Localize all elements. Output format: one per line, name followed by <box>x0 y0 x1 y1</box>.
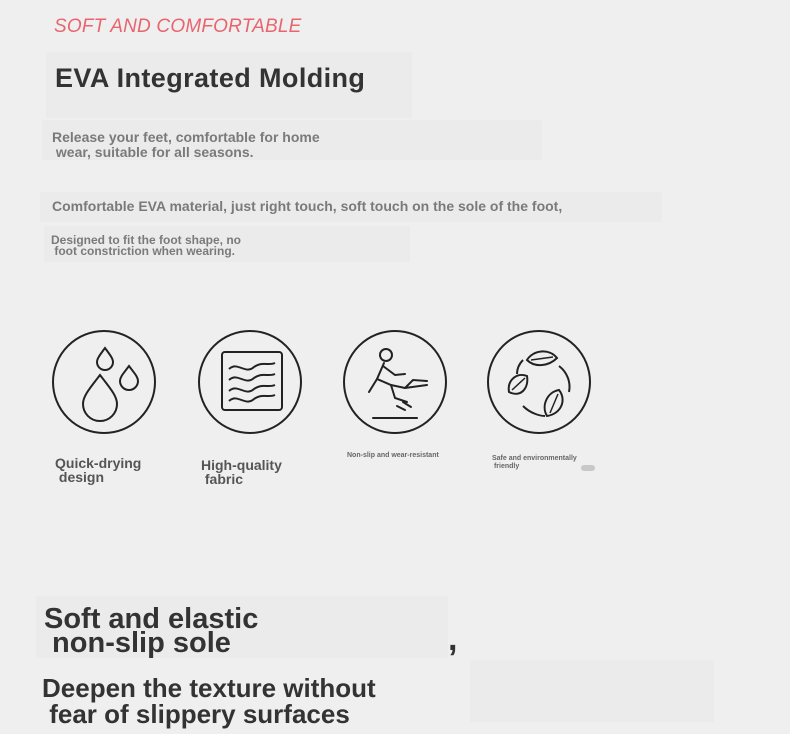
recycle-leaves-icon <box>487 330 591 434</box>
headline-comma: , <box>448 620 458 658</box>
page-title: EVA Integrated Molding <box>55 63 366 93</box>
feature-label-high-quality-fabric: High-quality fabric <box>201 457 282 487</box>
description-paragraph: Designed to fit the foot shape, no foot constriction when wearing. <box>51 233 241 258</box>
fabric-waves-icon <box>198 330 302 434</box>
smudge-mark <box>581 465 595 471</box>
headline-soft-elastic: Soft and elastic non-slip sole <box>44 603 259 659</box>
feature-label-eco-friendly: Safe and environmentally friendly <box>492 455 577 470</box>
background-patch <box>470 660 714 722</box>
description-paragraph: Release your feet, comfortable for home wear, suitable for all seasons. <box>52 129 320 160</box>
description-paragraph: Comfortable EVA material, just right touch, soft touch on the sole of the foot, <box>52 198 563 214</box>
feature-label-non-slip: Non-slip and wear-resistant <box>347 452 439 459</box>
headline-texture: Deepen the texture without fear of slippery surfaces <box>42 673 376 729</box>
slipping-person-icon <box>343 330 447 434</box>
tagline: SOFT AND COMFORTABLE <box>54 16 302 37</box>
feature-label-quick-drying: Quick-drying design <box>55 455 142 485</box>
water-drops-icon <box>52 330 156 434</box>
